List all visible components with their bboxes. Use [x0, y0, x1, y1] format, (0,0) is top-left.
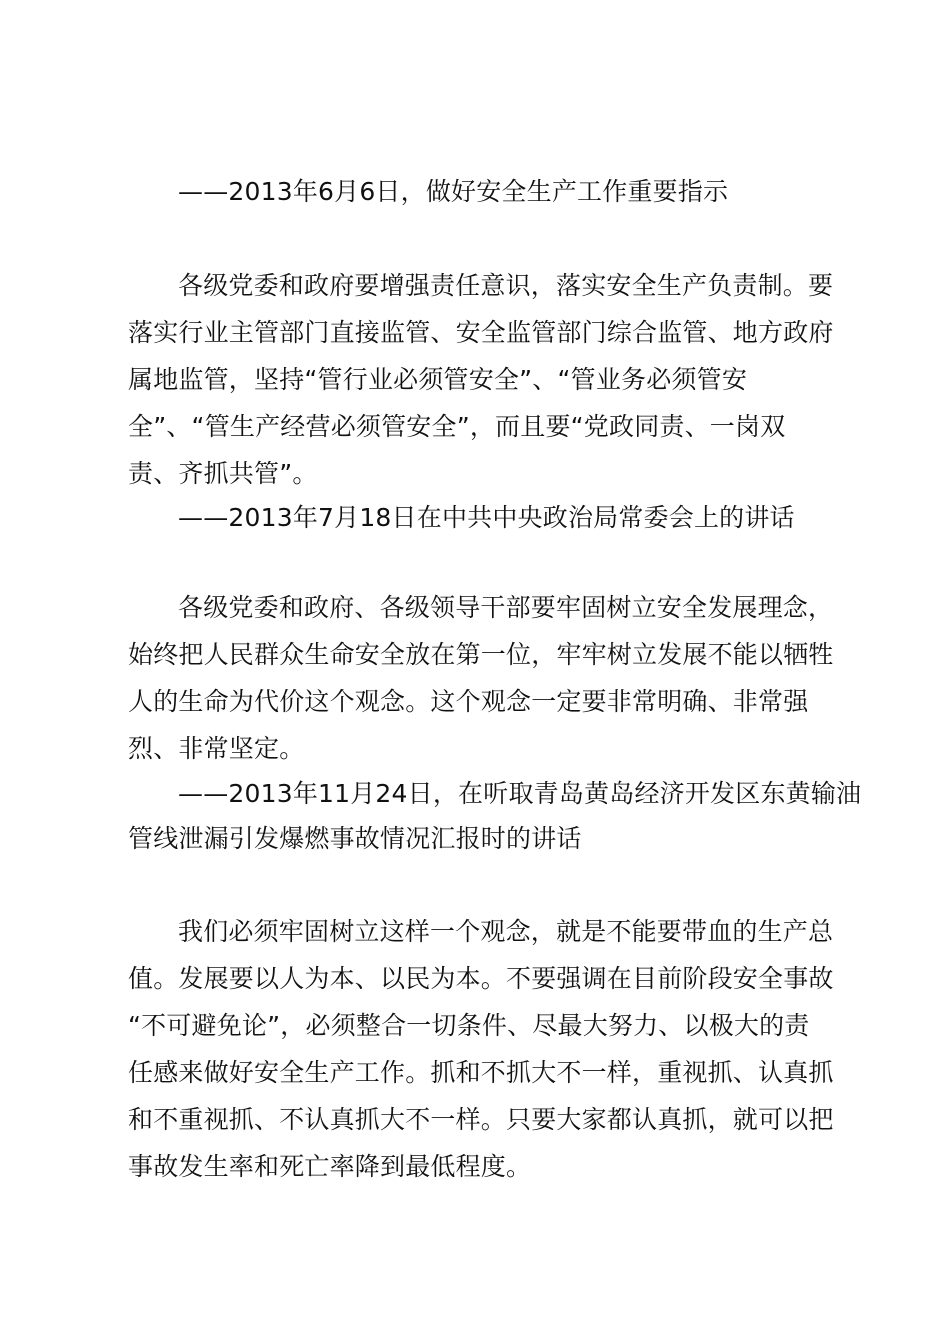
- attribution-3-line-1: ——2013年11月24日，在听取青岛黄岛经济开发区东黄输油: [178, 779, 862, 808]
- paragraph-3-line-3: “不可避免论”，必须整合一切条件、尽最大努力、以极大的责: [128, 1011, 810, 1040]
- attribution-3-line-2: 管线泄漏引发爆燃事故情况汇报时的讲话: [128, 824, 582, 853]
- paragraph-1-line-4: 全”、“管生产经营必须管安全”，而且要“党政同责、一岗双: [128, 412, 786, 441]
- paragraph-2-line-1: 各级党委和政府、各级领导干部要牢固树立安全发展理念，: [178, 593, 834, 622]
- paragraph-3-line-4: 任感来做好安全生产工作。抓和不抓大不一样，重视抓、认真抓: [128, 1058, 834, 1087]
- paragraph-3-line-2: 值。发展要以人为本、以民为本。不要强调在目前阶段安全事故: [128, 964, 834, 993]
- paragraph-3-line-5: 和不重视抓、不认真抓大不一样。只要大家都认真抓，就可以把: [128, 1105, 834, 1134]
- paragraph-1-line-5: 责、齐抓共管”。: [128, 459, 318, 488]
- paragraph-3-line-6: 事故发生率和死亡率降到最低程度。: [128, 1152, 532, 1181]
- attribution-1-line-1: ——2013年6月6日，做好安全生产工作重要指示: [178, 177, 729, 206]
- paragraph-3-line-1: 我们必须牢固树立这样一个观念，就是不能要带血的生产总: [178, 917, 834, 946]
- paragraph-2-line-4: 烈、非常坚定。: [128, 734, 305, 763]
- paragraph-2-line-2: 始终把人民群众生命安全放在第一位，牢牢树立发展不能以牺牲: [128, 640, 834, 669]
- attribution-2-line-1: ——2013年7月18日在中共中央政治局常委会上的讲话: [178, 503, 795, 532]
- paragraph-1-line-3: 属地监管，坚持“管行业必须管安全”、“管业务必须管安: [128, 365, 748, 394]
- paragraph-1-line-2: 落实行业主管部门直接监管、安全监管部门综合监管、地方政府: [128, 318, 834, 347]
- paragraph-1-line-1: 各级党委和政府要增强责任意识，落实安全生产负责制。要: [178, 271, 834, 300]
- paragraph-2-line-3: 人的生命为代价这个观念。这个观念一定要非常明确、非常强: [128, 687, 809, 716]
